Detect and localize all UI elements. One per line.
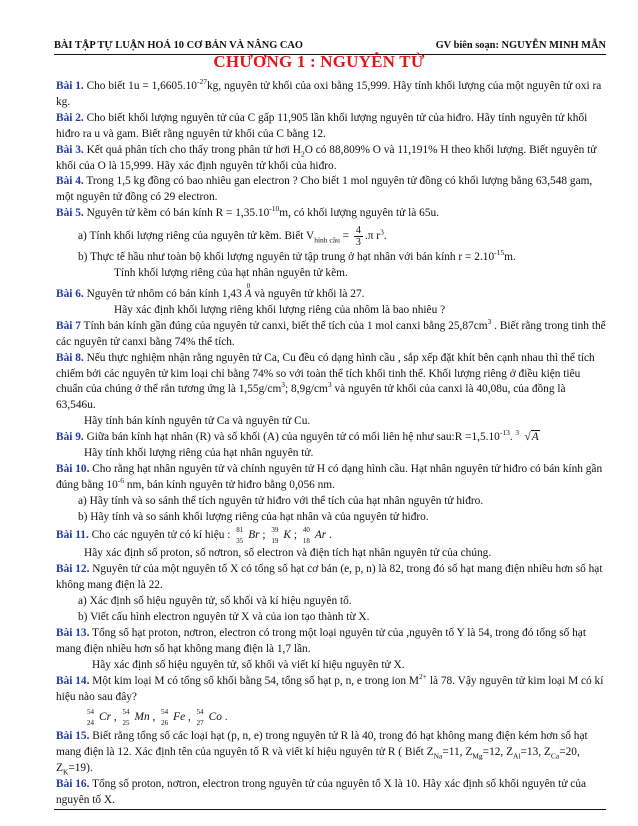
- exercise-label: Bài 16.: [56, 778, 90, 791]
- exercise-4: [56, 174, 606, 206]
- exercise-text: và nguyên tử khối của canxi là 40,08u, của đồng là 63,546u.: [56, 383, 566, 412]
- exercise-text: =12, Z: [482, 746, 514, 759]
- exercise-label: Bài 4.: [56, 175, 84, 188]
- element-symbol: Ar: [314, 528, 327, 541]
- exercise-text: kg, nguyên tử khối của oxi bằng 15,999. Hãy tính khối lượng của một nguyên tử oxi ra kg.: [56, 80, 602, 108]
- element-symbol: Br: [248, 528, 260, 541]
- exponent: 3: [487, 317, 492, 326]
- atomic-number: 18: [302, 536, 310, 545]
- root-radicand: A: [531, 431, 539, 444]
- exercise-8: [56, 351, 606, 415]
- exercise-text: Giữa bán kính hạt nhân (R) và số khối (A) của nguyên tử có mối liên hệ như sau:R =1,5.10: [83, 431, 500, 444]
- exercise-text: =20, Z: [56, 746, 580, 775]
- exercise-10a: a) Hãy tính và so sánh thể tích nguyên tử hiđro với thể tích của hạt nhân nguyên tử hiđro.: [78, 494, 484, 507]
- exercise-text: .π r: [364, 230, 381, 243]
- separator: .: [221, 710, 228, 723]
- exercise-13-cont: Hãy xác định số hiệu nguyên tử, số khối và viết kí hiệu nguyên tử X.: [92, 658, 405, 671]
- exercise-text: ; 8,9g/cm: [285, 383, 328, 396]
- atomic-number: 19: [271, 536, 279, 545]
- exercise-15: [56, 729, 606, 777]
- exercise-label: Bài 3.: [56, 143, 84, 156]
- exercise-label: Bài 8.: [56, 351, 84, 364]
- exercise-text: Cho rằng hạt nhân nguyên tử và chính nguyên tử H có dạng hình cầu. Hạt nhân nguyên tử hiđro có bán kính gần đúng bằng 10: [56, 462, 603, 491]
- isotope-symbol: [302, 525, 327, 545]
- exercise-2: [56, 111, 606, 143]
- exercise-label: Bài 9.: [56, 431, 84, 444]
- subscript: hình cầu: [314, 235, 340, 245]
- fraction-denominator: 3: [355, 237, 361, 249]
- angstrom-symbol: [244, 281, 252, 303]
- header-right: GV biên soạn: NGUYỄN MINH MẪN: [435, 40, 606, 51]
- mass-number: 81: [236, 525, 244, 534]
- exercise-16: [56, 777, 606, 809]
- atomic-number: 26: [161, 718, 169, 727]
- exercise-text: Cho biết khối lượng nguyên tử của C gấp 11,905 lần khối lượng nguyên tử của hiđro. Hãy tính nguyên tử khối hiđro ra u và gam. Biết rằng nguyên tử khối của C bằng 12.: [56, 111, 588, 140]
- mass-number: 54: [122, 707, 130, 716]
- exponent: -6: [117, 476, 125, 486]
- exercise-text: m.: [504, 251, 516, 264]
- exercise-text: Nếu thực nghiệm nhận rằng nguyên tử Ca, Cu đều có dạng hình cầu , sắp xếp đặt khít bên cạnh nhau thì thể tích chiếm bởi các nguyên tử kim loại chỉ bằng 74% so với toàn thể tích khối tinh thể. Khối lượng riêng ở điều kiện tiêu chuẩn của chúng ở thể rắn tương ứng là 1,55g/cm: [56, 351, 595, 396]
- exercise-label: Bài 1.: [56, 80, 84, 92]
- exercise-12a: a) Xác định số hiệu nguyên tử, số khối và kí hiệu nguyên tố.: [78, 595, 352, 608]
- exercise-10b: b) Hãy tính và so sánh khối lượng riêng của hạt nhân và của nguyên tử hiđro.: [78, 510, 429, 523]
- exercise-13: [56, 626, 606, 658]
- exercise-label: Bài 5.: [56, 207, 84, 220]
- exercise-6: [56, 281, 606, 303]
- exercise-5b: [56, 250, 606, 266]
- element-symbol: Fe: [173, 710, 186, 723]
- subscript: Ca: [550, 751, 560, 761]
- separator: .: [326, 528, 332, 541]
- mass-number: 39: [271, 525, 279, 534]
- exercise-6-cont: Hãy xác định khối lượng riêng khối lượng riêng của nhôm là bao nhiêu ?: [114, 303, 446, 316]
- subscript: Al: [513, 751, 521, 761]
- exercise-text: .: [509, 431, 516, 444]
- exercise-label: Bài 15.: [56, 730, 90, 743]
- exercise-5: [56, 206, 606, 222]
- exercise-text: Kết quả phân tích cho thấy trong phân tử hơi H: [83, 143, 301, 156]
- mass-number: 54: [87, 707, 94, 716]
- isotope-symbol: [122, 707, 150, 727]
- mass-number: 54: [161, 707, 169, 716]
- exercise-text: . Biết rằng trong tinh thể các nguyên tử canxi bằng 74% thể tích.: [56, 319, 606, 348]
- exercise-list: [56, 79, 606, 809]
- exercise-10: [56, 462, 606, 494]
- exercise-3: [56, 143, 606, 175]
- separator: ;: [259, 528, 269, 541]
- exercise-text: Nguyên tử kẽm có bán kính R = 1,35.10: [83, 207, 270, 220]
- isotope-list: [233, 525, 332, 545]
- isotope-symbol: [196, 707, 222, 727]
- subscript: K: [62, 767, 69, 777]
- separator: ,: [110, 710, 120, 723]
- exercise-label: Bài 13.: [56, 627, 90, 639]
- separator: ,: [149, 710, 159, 723]
- exercise-text: Biết rằng tổng số các loại hạt (p, n, e) trong nguyên tử R là 40, trong đó hạt không mang điện kém hơn số hạt mang điện là 12. Xác định tên của nguyên tố R và viết kí hiệu nguyên tử R ( Biết Z: [56, 730, 588, 759]
- isotope-symbol: [161, 707, 186, 727]
- angstrom-letter: A: [244, 287, 252, 300]
- atomic-number: 35: [236, 536, 244, 545]
- exercise-text: a) Tính khối lượng riêng của nguyên tử kẽm. Biết V: [78, 230, 315, 243]
- exercise-7: [56, 319, 606, 351]
- exercise-text: =: [339, 230, 352, 243]
- exercise-text: Cho các nguyên tử có kí hiệu :: [88, 528, 234, 541]
- exercise-label: Bài 2.: [56, 111, 84, 124]
- subscript: Na: [433, 751, 443, 761]
- exercise-text: O có 88,809% O và 11,191% H theo khối lượng. Biết nguyên tử khối của O là 15,999. Hãy xác định nguyên tử khối của hiđro.: [56, 143, 597, 172]
- exercise-text: m, có khối lượng nguyên tử là 65u.: [279, 207, 440, 220]
- isotope-options: [84, 707, 228, 727]
- exercise-text: Cho biết 1u = 1,6605.10: [83, 80, 197, 92]
- chapter-title: CHƯƠNG 1 : NGUYÊN TỬ: [213, 52, 425, 71]
- subscript: Mg: [472, 751, 483, 761]
- isotope-symbol: [271, 525, 291, 545]
- separator: ;: [290, 528, 300, 541]
- separator: ,: [185, 710, 194, 723]
- root-index: 3: [515, 429, 520, 438]
- element-symbol: K: [283, 528, 291, 541]
- exercise-14-options: [56, 707, 606, 727]
- exercise-text: =19).: [68, 762, 93, 775]
- exercise-text: =11, Z: [442, 746, 473, 759]
- exponent: -10: [269, 204, 280, 214]
- exponent: -27: [196, 77, 207, 87]
- cube-root: 3 √A: [516, 430, 540, 446]
- page-header: [54, 24, 606, 50]
- exercise-1: [56, 79, 606, 111]
- subscript: 2: [300, 148, 305, 158]
- exercise-text: là 78. Vậy nguyên tử kim loại M có kí hiệu nào sau đây?: [56, 674, 604, 703]
- exercise-11-cont: Hãy xác định số proton, số nơtron, số electron và điện tích hạt nhân nguyên tử của chúng.: [84, 547, 492, 560]
- exponent: -15: [494, 248, 505, 258]
- element-symbol: Mn: [134, 710, 150, 723]
- exercise-label: Bài 6.: [56, 287, 84, 300]
- exercise-5a: a) Tính khối lượng riêng của nguyên tử kẽm. Biết $V_{hình cầu}$ = $\frac{4}{3}$ .π $r^3$.: [78, 225, 387, 249]
- exponent: 3: [380, 227, 384, 237]
- exercise-text: Trong 1,5 kg đồng có bao nhiêu gan electron ? Cho biết 1 mol nguyên tử đồng có khối lượng bằng 63,548 gam, một nguyên tử đồng có 29 electron.: [56, 175, 593, 204]
- element-symbol: Cr: [99, 710, 111, 723]
- exercise-text: Tổng số hạt proton, nơtron, electron có trong một loại nguyên tử của ,nguyên tố Y là 54, trong đó tổng số hạt mang điện nhiều hơn số hạt không mang điện là 1,7 lần.: [56, 627, 586, 655]
- element-symbol: Co: [208, 710, 222, 723]
- fraction-numerator: 4: [355, 225, 361, 237]
- exercise-text: Tính bán kính gần đúng của nguyên tử canxi, biết thể tích của 1 mol canxi bằng 25,87cm: [80, 319, 488, 332]
- atomic-number: 24: [87, 718, 94, 727]
- footer-divider: [54, 809, 606, 810]
- isotope-symbol: [87, 707, 111, 727]
- exercise-text: và nguyên tử khối là 27.: [251, 287, 365, 300]
- exercise-text: =13, Z: [520, 746, 551, 759]
- mass-number: 40: [302, 525, 310, 534]
- exercise-12b: b) Viết cấu hình electron nguyên tử X và của ion tạo thành từ X.: [78, 611, 370, 624]
- mass-number: 54: [196, 707, 204, 716]
- exercise-text: Nguyên tử của một nguyên tố X có tổng số hạt cơ bản (e, p, n) là 82, trong đó số hạt mang điện nhiều hơn số hạt không mang điện là 22.: [56, 563, 603, 592]
- exercise-8-cont: Hãy tính bán kính nguyên tử Ca và nguyên tử Cu.: [84, 415, 311, 428]
- exercise-text: nm, bán kính nguyên tử hiđro bằng 0,056 nm.: [124, 478, 335, 491]
- exercise-text: Một kim loại M có tổng số khối bằng 54, tổng số hạt p, n, e trong ion M: [89, 674, 419, 687]
- exercise-label: Bài 12.: [56, 563, 90, 576]
- isotope-symbol: [236, 525, 260, 545]
- exponent: 2+: [419, 671, 427, 681]
- exercise-label: Bài 10.: [56, 462, 90, 475]
- angstrom-ring: 0: [246, 281, 251, 290]
- exercise-label: Bài 14.: [56, 674, 90, 687]
- exponent: 3: [327, 380, 332, 390]
- atomic-number: 25: [122, 718, 130, 727]
- exercise-text: Nguyên tử nhôm có bán kính 1,43: [83, 287, 245, 300]
- exercise-14: [56, 671, 606, 706]
- exponent: 3: [281, 380, 286, 390]
- header-left: BÀI TẬP TỰ LUẬN HOÁ 10 CƠ BẢN VÀ NÂNG CAO: [54, 40, 304, 51]
- exercise-label: Bài 11.: [56, 528, 89, 541]
- exercise-label: Bài 7: [56, 319, 81, 332]
- fraction: [354, 225, 363, 248]
- exercise-text: b) Thực tế hầu như toàn bộ khối lượng nguyên tử tập trung ở hạt nhân với bán kính r = 2.10: [78, 251, 495, 264]
- exercise-5b-cont: Tính khối lượng riêng của hạt nhân nguyên tử kẽm.: [114, 267, 348, 280]
- exercise-9: [56, 430, 606, 446]
- exercise-9-cont: Hãy tính khối lượng riêng của hạt nhân nguyên tử.: [84, 447, 314, 460]
- exponent: -13: [499, 428, 510, 438]
- exercise-text: Tổng số proton, nơtron, electron trong nguyên tử của nguyên tố X là 10. Hãy xác định số khối nguyên tử của nguyên tố X.: [56, 778, 587, 807]
- atomic-number: 27: [196, 718, 204, 727]
- exercise-12: [56, 562, 606, 594]
- exercise-11: [56, 525, 606, 545]
